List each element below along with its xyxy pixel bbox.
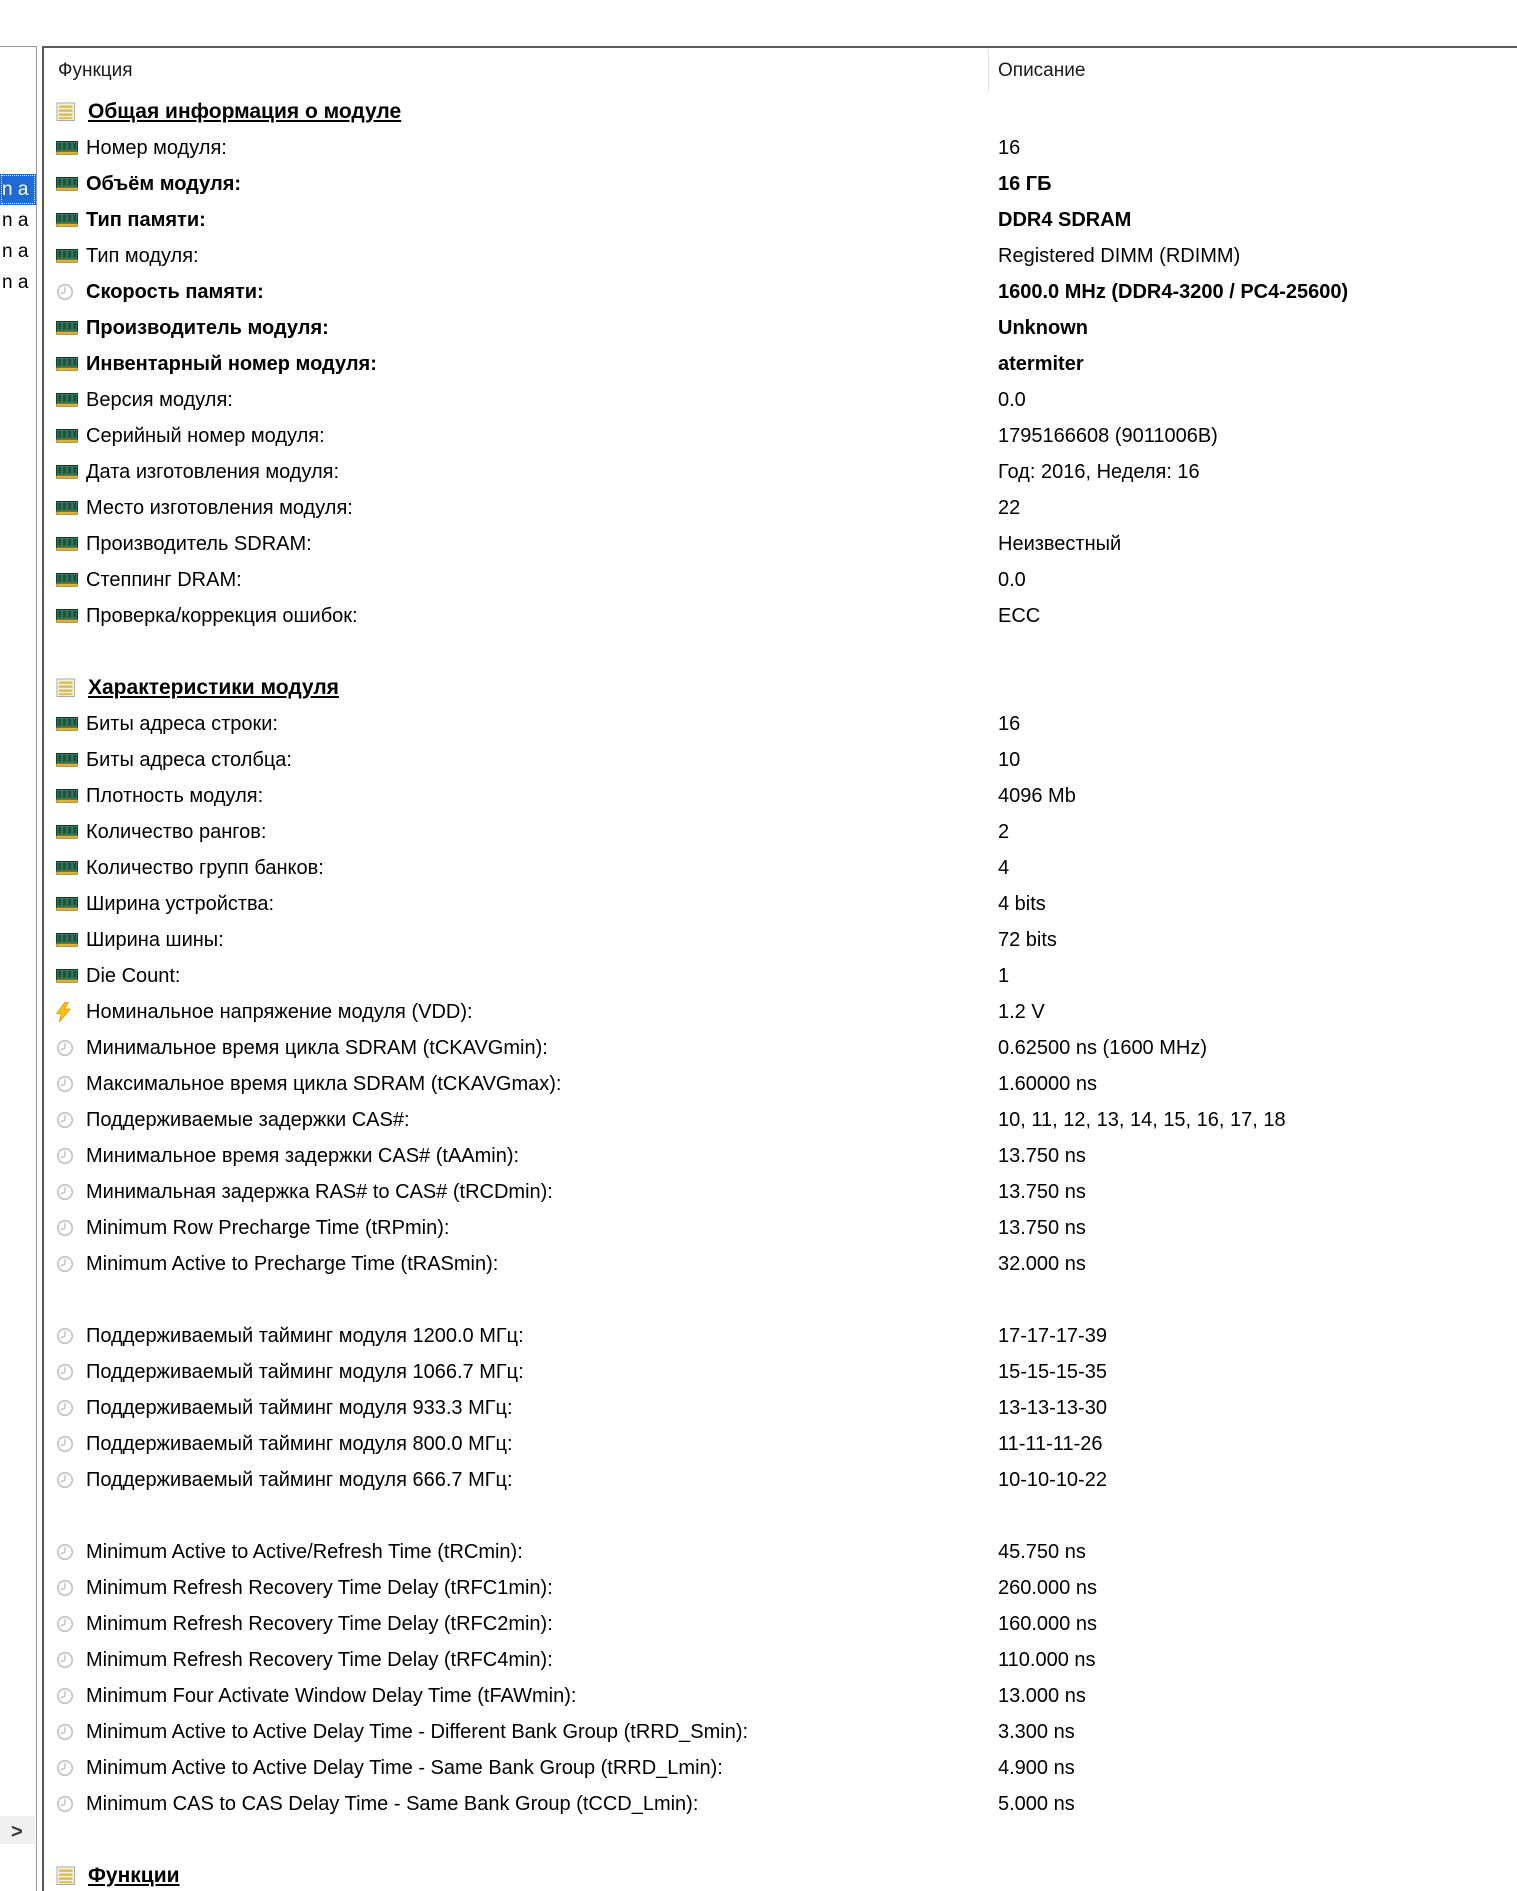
row-label: Степпинг DRAM: [86,568,242,591]
table-row[interactable] [44,202,1517,238]
table-row[interactable] [44,346,1517,382]
row-value: 15-15-15-35 [998,1360,1107,1383]
row-value: 13.750 ns [998,1216,1086,1239]
clock-icon [56,1543,82,1561]
row-value: 45.750 ns [998,1540,1086,1563]
table-row[interactable] [44,1786,1517,1822]
column-header-function[interactable]: Функция [58,60,133,81]
section-row[interactable] [44,670,1517,706]
row-label: Количество групп банков: [86,856,324,879]
sidebar-item-module[interactable]: n a [0,174,36,205]
table-row[interactable] [44,1570,1517,1606]
clock-icon [56,1795,82,1813]
row-value: 32.000 ns [998,1252,1086,1275]
clock-icon [56,1615,82,1633]
table-row[interactable] [44,238,1517,274]
row-label: Характеристики модуля [88,676,339,699]
table-row[interactable] [44,778,1517,814]
ram-icon [56,213,82,227]
row-value: 4 bits [998,892,1046,915]
row-value: 13-13-13-30 [998,1396,1107,1419]
row-value: 1795166608 (9011006B) [998,424,1218,447]
row-label: Максимальное время цикла SDRAM (tCKAVGmax): [86,1072,562,1095]
sidebar-item-module[interactable]: n a [2,209,29,231]
row-value: 16 [998,136,1021,159]
row-label: Функции [88,1864,180,1887]
section-row[interactable] [44,1858,1517,1891]
row-label: Биты адреса столбца: [86,748,292,771]
clock-icon [56,1759,82,1777]
table-row[interactable] [44,1354,1517,1390]
row-value: 260.000 ns [998,1576,1097,1599]
row-value: 2 [998,820,1010,843]
ram-icon [56,321,82,335]
row-label: Проверка/коррекция ошибок: [86,604,358,627]
row-label: Минимальная задержка RAS# to CAS# (tRCDmin): [86,1180,553,1203]
table-row[interactable] [44,1246,1517,1282]
row-label: Minimum Four Activate Window Delay Time (tFAWmin): [86,1684,577,1707]
ram-icon [56,933,82,947]
row-label: Minimum Refresh Recovery Time Delay (tRFC1min): [86,1576,553,1599]
table-row[interactable] [44,490,1517,526]
table-row[interactable] [44,1534,1517,1570]
clock-icon [56,283,82,301]
row-label: Minimum Active to Active/Refresh Time (tRCmin): [86,1540,523,1563]
row-label: Общая информация о модуле [88,100,402,123]
blank-row [44,634,1517,670]
row-label: Производитель SDRAM: [86,532,312,555]
row-label: Поддерживаемый тайминг модуля 1066.7 МГц: [86,1360,524,1383]
row-label: Minimum Active to Active Delay Time - Different Bank Group (tRRD_Smin): [86,1720,749,1743]
row-label: Поддерживаемый тайминг модуля 666.7 МГц: [86,1468,513,1491]
row-label: Плотность модуля: [86,784,264,807]
clock-icon [56,1219,82,1237]
row-value: 110.000 ns [998,1648,1096,1671]
row-value: 72 bits [998,928,1057,951]
blank-row [44,1822,1517,1858]
column-header-row [44,48,1517,94]
row-label: Ширина шины: [86,928,224,951]
ram-icon [56,141,82,155]
ram-icon [56,753,82,767]
column-header-description[interactable]: Описание [998,60,1086,81]
row-value: atermiter [998,352,1084,375]
row-label: Поддерживаемый тайминг модуля 800.0 МГц: [86,1432,513,1455]
row-label: Минимальное время цикла SDRAM (tCKAVGmin): [86,1036,548,1059]
row-label: Minimum Active to Active Delay Time - Same Bank Group (tRRD_Lmin): [86,1756,723,1779]
table-row[interactable] [44,742,1517,778]
clock-icon [56,1399,82,1417]
table-row[interactable] [44,454,1517,490]
clock-icon [56,1147,82,1165]
row-value: 0.0 [998,568,1026,591]
ram-icon [56,501,82,515]
blank-row [44,1498,1517,1534]
table-row[interactable] [44,1318,1517,1354]
blank-row [44,1282,1517,1318]
table-row[interactable] [44,1138,1517,1174]
clock-icon [56,1687,82,1705]
clock-icon [56,1651,82,1669]
table-row[interactable] [44,1066,1517,1102]
table-row[interactable] [44,526,1517,562]
row-label: Поддерживаемый тайминг модуля 1200.0 МГц: [86,1324,524,1347]
clock-icon [56,1039,82,1057]
ram-icon [56,609,82,623]
sidebar-item-module[interactable]: n a [2,271,29,293]
row-value: 10-10-10-22 [998,1468,1107,1491]
table-row[interactable] [44,1714,1517,1750]
row-label: Биты адреса строки: [86,712,278,735]
row-label: Скорость памяти: [86,280,264,303]
row-label: Место изготовления модуля: [86,496,353,519]
ram-icon [56,393,82,407]
table-row[interactable] [44,166,1517,202]
table-row[interactable] [44,562,1517,598]
row-value: 0.62500 ns (1600 MHz) [998,1036,1208,1059]
ram-icon [56,357,82,371]
table-row[interactable] [44,1678,1517,1714]
row-value: 4 [998,856,1010,879]
row-label: Количество рангов: [86,820,267,843]
spd-info-panel [42,46,1517,1891]
row-label: Серийный номер модуля: [86,424,325,447]
row-value: 1600.0 MHz (DDR4-3200 / PC4-25600) [998,280,1349,303]
table-row[interactable] [44,850,1517,886]
table-row[interactable] [44,1210,1517,1246]
table-row[interactable] [44,418,1517,454]
module-list-sidebar [0,46,37,1891]
row-value: 13.000 ns [998,1684,1086,1707]
row-label: Die Count: [86,964,181,987]
table-row[interactable] [44,1174,1517,1210]
row-value: 10, 11, 12, 13, 14, 15, 16, 17, 18 [998,1108,1286,1131]
row-label: Поддерживаемые задержки CAS#: [86,1108,410,1131]
row-label: Объём модуля: [86,172,242,195]
ram-icon [56,897,82,911]
chevron-right-icon[interactable]: > [11,1821,23,1843]
row-value: 1.2 V [998,1000,1045,1023]
row-value: 4096 Mb [998,784,1076,807]
row-value: 16 ГБ [998,172,1052,195]
row-label: Поддерживаемый тайминг модуля 933.3 МГц: [86,1396,513,1419]
table-row[interactable] [44,1462,1517,1498]
clock-icon [56,1183,82,1201]
row-value: Неизвестный [998,532,1122,555]
row-value: 3.300 ns [998,1720,1075,1743]
clock-icon [56,1255,82,1273]
clock-icon [56,1579,82,1597]
row-label: Minimum Row Precharge Time (tRPmin): [86,1216,450,1239]
section-row[interactable] [44,94,1517,130]
table-row[interactable] [44,1426,1517,1462]
ram-icon [56,789,82,803]
table-row[interactable] [44,382,1517,418]
table-row[interactable] [44,706,1517,742]
table-row[interactable] [44,886,1517,922]
table-row[interactable] [44,1750,1517,1786]
clock-icon [56,1471,82,1489]
row-value: Registered DIMM (RDIMM) [998,244,1241,267]
table-row[interactable] [44,958,1517,994]
spd-table-body [44,94,1517,1891]
row-label: Minimum Refresh Recovery Time Delay (tRFC2min): [86,1612,553,1635]
notes-icon [56,678,82,698]
row-value: 1.60000 ns [998,1072,1097,1095]
table-row[interactable] [44,130,1517,166]
table-row[interactable] [44,598,1517,634]
clock-icon [56,1363,82,1381]
ram-icon [56,537,82,551]
row-label: Номер модуля: [86,136,227,159]
row-value: ECC [998,604,1041,627]
clock-icon [56,1435,82,1453]
clock-icon [56,1723,82,1741]
table-row[interactable] [44,922,1517,958]
table-row[interactable] [44,1102,1517,1138]
ram-icon [56,429,82,443]
row-value: DDR4 SDRAM [998,208,1132,231]
notes-icon [56,102,82,122]
column-divider[interactable] [988,50,989,91]
table-row[interactable] [44,994,1517,1030]
table-row[interactable] [44,310,1517,346]
row-value: 160.000 ns [998,1612,1097,1635]
ram-icon [56,177,82,191]
ram-icon [56,969,82,983]
row-label: Производитель модуля: [86,316,329,339]
row-label: Тип памяти: [86,208,206,231]
ram-icon [56,465,82,479]
sidebar-item-module[interactable]: n a [2,240,29,262]
row-value: 0.0 [998,388,1026,411]
row-label: Дата изготовления модуля: [86,460,340,483]
row-value: 10 [998,748,1021,771]
row-value: 17-17-17-39 [998,1324,1107,1347]
table-row[interactable] [44,1030,1517,1066]
voltage-icon [56,1002,82,1022]
table-row[interactable] [44,1606,1517,1642]
ram-icon [56,825,82,839]
row-label: Минимальное время задержки CAS# (tAAmin): [86,1144,520,1167]
row-value: 11-11-11-26 [998,1432,1103,1455]
row-value: 4.900 ns [998,1756,1075,1779]
clock-icon [56,1327,82,1345]
ram-icon [56,249,82,263]
row-label: Ширина устройства: [86,892,275,915]
ram-icon [56,573,82,587]
table-row[interactable] [44,1390,1517,1426]
notes-icon [56,1866,82,1886]
row-label: Версия модуля: [86,388,233,411]
row-value: 13.750 ns [998,1180,1086,1203]
row-value: 1 [998,964,1010,987]
row-value: 13.750 ns [998,1144,1086,1167]
row-value: Unknown [998,316,1088,339]
row-label: Minimum Refresh Recovery Time Delay (tRFC4min): [86,1648,553,1671]
row-label: Minimum CAS to CAS Delay Time - Same Bank Group (tCCD_Lmin): [86,1792,699,1815]
ram-icon [56,861,82,875]
row-value: 16 [998,712,1021,735]
ram-icon [56,717,82,731]
table-row[interactable] [44,1642,1517,1678]
row-value: 22 [998,496,1021,519]
table-row[interactable] [44,814,1517,850]
clock-icon [56,1111,82,1129]
row-label: Номинальное напряжение модуля (VDD): [86,1000,473,1023]
table-row[interactable] [44,274,1517,310]
module-list [0,174,36,298]
row-label: Тип модуля: [86,244,199,267]
clock-icon [56,1075,82,1093]
row-label: Minimum Active to Precharge Time (tRASmin): [86,1252,499,1275]
row-label: Инвентарный номер модуля: [86,352,377,375]
row-value: 5.000 ns [998,1792,1075,1815]
row-value: Год: 2016, Неделя: 16 [998,460,1200,483]
